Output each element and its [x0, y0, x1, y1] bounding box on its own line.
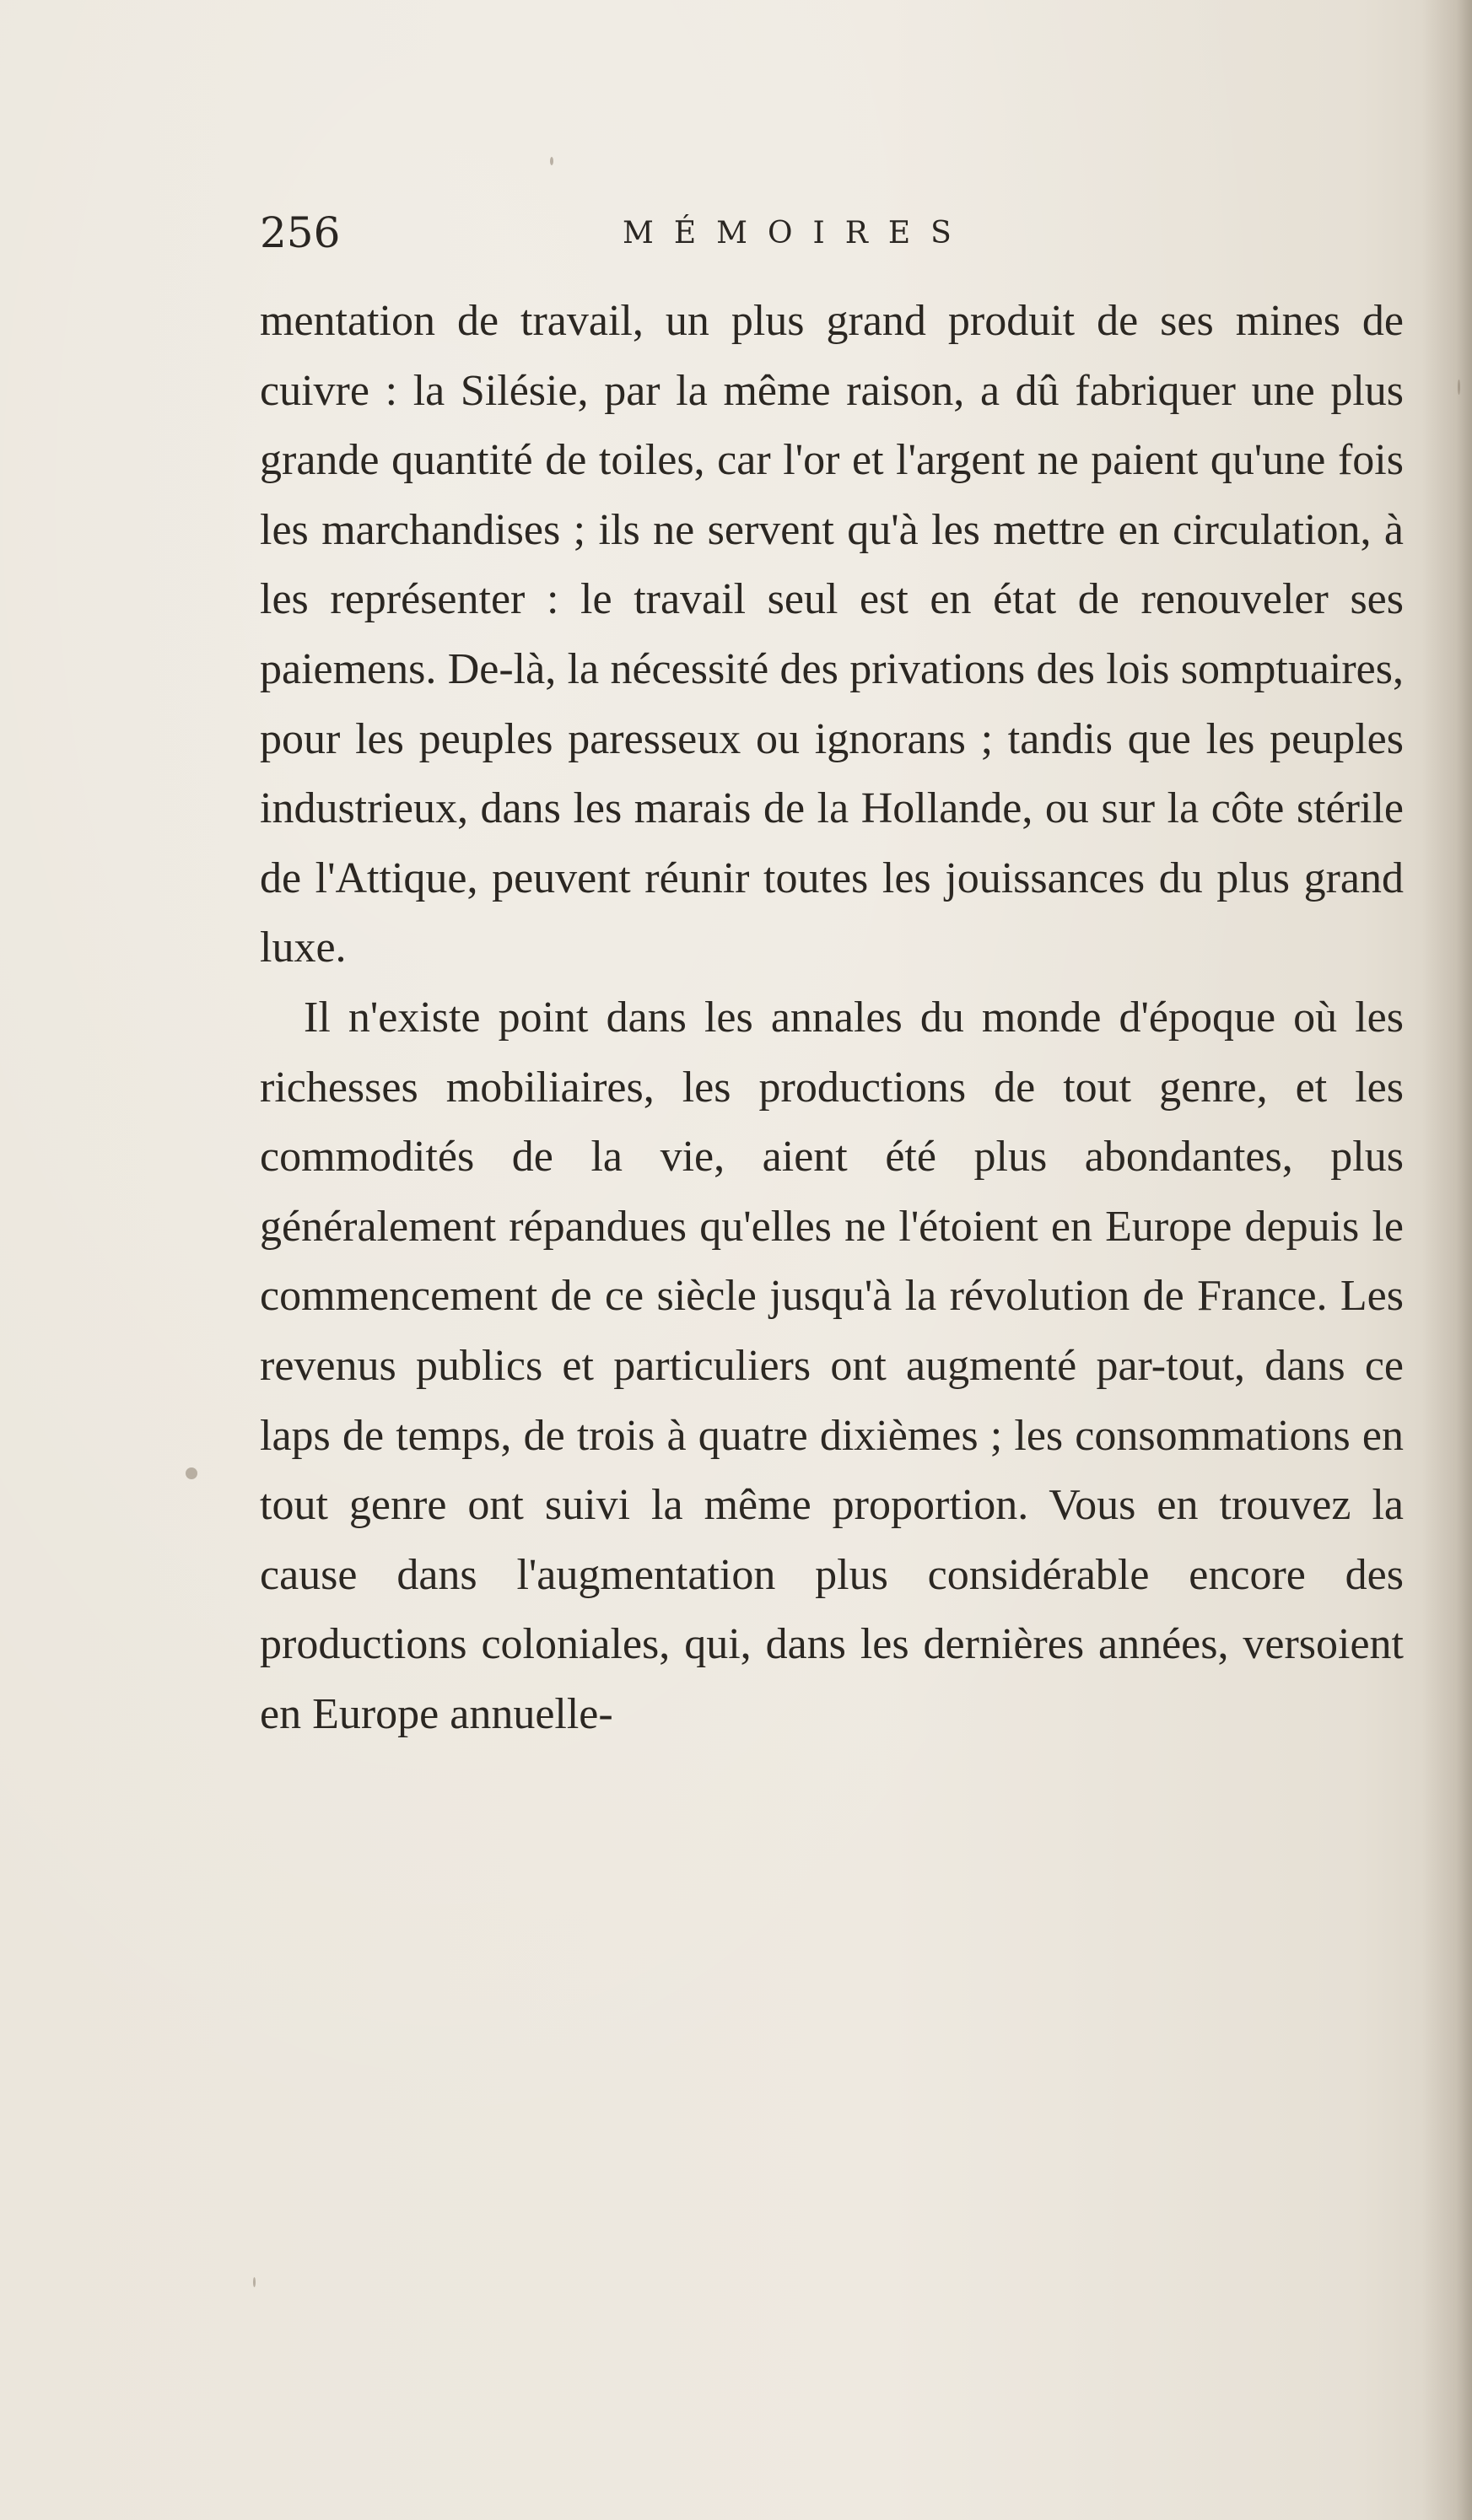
paper-speck — [1458, 380, 1460, 395]
paragraph-economic-growth: Il n'existe point dans les annales du monde d'époque où les richesses mobiliaires, les productions de tout genre, et les commodités de la vie, aient été plus abondantes, plus généralement répandues qu'elles ne l'étoient en Europe depuis le commencement de ce siècle jusqu'à la révolution de France. Les revenus publics et particuliers ont augmenté par-tout, dans ce laps de temps, de trois à quatre dixièmes ; les consommations en tout genre ont suivi la même proportion. Vous en trouvez la cause dans l'augmentation plus considérable encore des productions coloniales, qui, dans les dernières années, versoient en Europe annuelle- — [260, 993, 1404, 1738]
running-title: MÉMOIRES — [623, 216, 972, 250]
running-head — [260, 199, 1407, 267]
paper-speck — [253, 2277, 256, 2287]
paragraph-continuation: mentation de travail, un plus grand produit de ses mines de cuivre : la Silésie, par la même raison, a dû fabriquer une plus grande quantité de toiles, car l'or et l'argent ne paient qu'une fois les marchandises ; ils ne servent qu'à les mettre en circulation, à les représenter : le travail seul est en état de renouveler ses paiemens. De-là, la nécessité des privations des lois somptuaires, pour les peuples paresseux ou ignorans ; tandis que les peuples industrieux, dans les marais de la Hollande, ou sur la côte stérile de l'Attique, peuvent réunir toutes les jouissances du plus grand luxe. — [260, 297, 1404, 972]
spine-shadow — [1421, 0, 1472, 2520]
page-number: 256 — [260, 208, 341, 257]
paper-speck — [186, 1467, 197, 1479]
paper-speck — [550, 157, 553, 165]
body-text — [260, 287, 1404, 1749]
